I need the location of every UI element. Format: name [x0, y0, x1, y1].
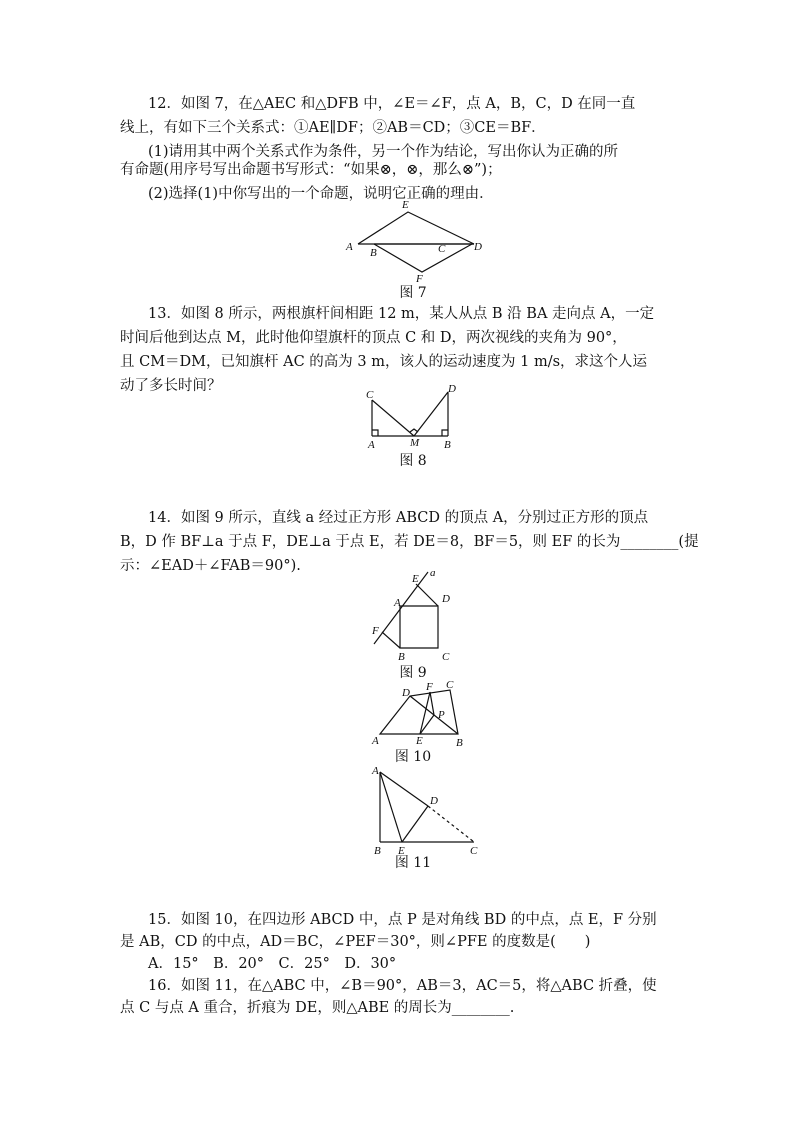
fig9-label-d: D [442, 593, 450, 605]
q12-line-1: 12．如图 7，在△AEC 和△DFB 中，∠E＝∠F，点 A，B，C，D 在同一直 [148, 96, 636, 112]
fig10-label-d: D [402, 687, 410, 699]
figure-8 [362, 384, 462, 450]
fig9-label-f: F [372, 625, 379, 637]
q13-line-4: 动了多长时间？ [120, 378, 222, 394]
fig8-right-angle-b [442, 430, 448, 436]
fig7-label-a: A [346, 241, 353, 253]
q15-line-1: 15．如图 10，在四边形 ABCD 中，点 P 是对角线 BD 的中点，点 E，F 分别 [148, 912, 657, 928]
q12-line-4: 有命题(用序号写出命题书写形式：“如果⊗，⊗，那么⊗”)； [120, 162, 502, 178]
fig11-label-c: C [470, 845, 478, 857]
fig8-label-d: D [448, 383, 456, 395]
figure-9 [366, 568, 466, 664]
fig7-label-d: D [474, 241, 482, 253]
figure-10 [368, 679, 472, 749]
figure-8-caption: 图 8 [399, 453, 427, 469]
q16-line-1: 16．如图 11，在△ABC 中，∠B＝90°，AB＝3，AC＝5，将△ABC 折叠，使 [148, 978, 657, 994]
fig7-label-b: B [370, 247, 377, 259]
q13-line-2: 时间后他到达点 M，此时他仰望旗杆的顶点 C 和 D，两次视线的夹角为 90°， [120, 330, 627, 346]
fig9-line-de [416, 584, 438, 606]
fig8-right-angle-m [410, 429, 418, 432]
figure-10-caption: 图 10 [394, 749, 432, 765]
q16-line-2: 点 C 与点 A 重合，折痕为 DE，则△ABE 的周长为________. [120, 1000, 515, 1016]
q14-line-2: B，D 作 BF⊥a 于点 F，DE⊥a 于点 E，若 DE＝8，BF＝5，则 EF 的长为________(提 [120, 534, 699, 550]
fig10-label-c: C [446, 679, 454, 691]
fig9-label-c: C [442, 651, 450, 663]
fig10-label-f: F [426, 681, 433, 693]
fig11-line-ae [380, 772, 402, 842]
fig8-label-m: M [410, 437, 420, 449]
figure-7 [340, 196, 490, 288]
fig8-label-b: B [444, 439, 451, 451]
fig10-label-e: E [416, 735, 423, 747]
fig7-triangle-dfb [374, 244, 472, 272]
figure-11 [368, 764, 484, 858]
fig9-label-a: A [394, 597, 401, 609]
q12-line-3: (1)请用其中两个关系式作为条件，另一个作为结论，写出你认为正确的所 [148, 144, 619, 160]
fig9-line-bf [382, 632, 400, 648]
q13-line-1: 13．如图 8 所示，两根旗杆间相距 12 m，某人从点 B 沿 BA 走向点 A，一定 [148, 306, 655, 322]
q14-line-1: 14．如图 9 所示，直线 a 经过正方形 ABCD 的顶点 A，分别过正方形的顶点 [148, 510, 649, 526]
q15-choices: A．15° B．20° C．25° D．30° [148, 956, 397, 972]
q13-line-3: 且 CM＝DM，已知旗杆 AC 的高为 3 m，该人的运动速度为 1 m/s，求这个人运 [120, 354, 648, 370]
fig11-label-d: D [430, 795, 438, 807]
q12-line-5: (2)选择(1)中你写出的一个命题，说明它正确的理由． [148, 186, 494, 202]
fig8-right-angle-a [372, 430, 378, 436]
fig7-label-f: F [416, 273, 423, 285]
fig9-line-a [374, 572, 428, 644]
fig11-label-e: E [398, 845, 405, 857]
fig11-crease-de [402, 806, 428, 842]
q14-line-3: 示：∠EAD＋∠FAB＝90°). [120, 558, 301, 574]
fig11-side-ad [380, 772, 428, 806]
fig10-quadrilateral-abcd [380, 690, 458, 734]
fig11-label-a: A [372, 765, 379, 777]
fig11-label-b: B [374, 845, 381, 857]
fig9-label-e: E [412, 573, 419, 585]
fig8-label-c: C [366, 389, 374, 401]
fig7-label-c: C [438, 243, 446, 255]
fig7-label-e: E [402, 199, 409, 211]
q15-line-2: 是 AB，CD 的中点，AD＝BC，∠PEF＝30°，则∠PFE 的度数是( ) [120, 934, 591, 950]
fig10-label-b: B [456, 737, 463, 749]
fig10-label-p: P [438, 709, 445, 721]
figure-9-caption: 图 9 [399, 665, 427, 681]
fig9-label-a-line: a [430, 567, 436, 579]
fig8-sight-dm [414, 392, 448, 436]
fig9-label-b: B [398, 651, 405, 663]
figure-7-caption: 图 7 [399, 285, 427, 301]
fig8-label-a: A [368, 439, 375, 451]
fig11-folded-dc [428, 806, 474, 842]
figure-11-caption: 图 11 [394, 855, 432, 871]
q12-line-2: 线上，有如下三个关系式：①AE∥DF；②AB＝CD；③CE＝BF． [120, 120, 546, 136]
fig7-triangle-aec [358, 212, 474, 244]
fig10-label-a: A [372, 735, 379, 747]
fig9-square-abcd [400, 606, 438, 648]
